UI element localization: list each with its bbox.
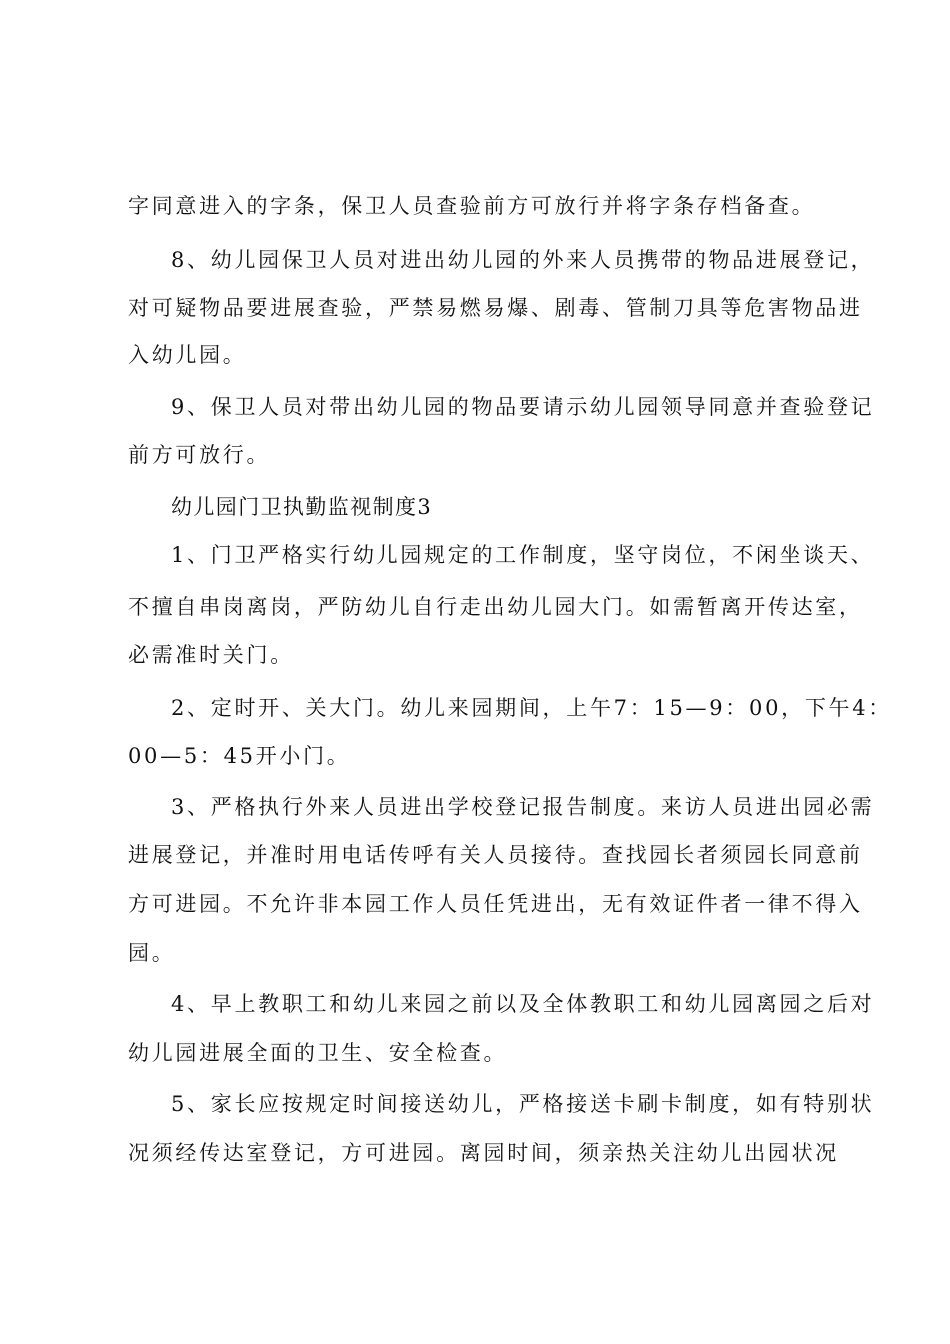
text-line: 8、幼儿园保卫人员对进出幼儿园的外来人员携带的物品进展登记， (171, 248, 875, 272)
text-line: 园。 (128, 941, 176, 965)
text-line: 进展登记，并准时用电话传呼有关人员接待。查找园长者须园长同意前 (128, 843, 863, 867)
text-line: 4、早上教职工和幼儿来园之前以及全体教职工和幼儿园离园之后对 (171, 992, 875, 1016)
text-line: 不擅自串岗离岗，严防幼儿自行走出幼儿园大门。如需暂离开传达室， (128, 595, 863, 619)
text-line: 况须经传达室登记，方可进园。离园时间，须亲热关注幼儿出园状况 (128, 1141, 839, 1165)
text-line: 方可进园。不允许非本园工作人员任凭进出，无有效证件者一律不得入 (128, 892, 863, 916)
section-heading: 幼儿园门卫执勤监视制度3 (171, 495, 433, 519)
text-line: 5、家长应按规定时间接送幼儿，严格接送卡刷卡制度，如有特别状 (171, 1092, 875, 1116)
text-line: 对可疑物品要进展查验，严禁易燃易爆、剧毒、管制刀具等危害物品进 (128, 296, 863, 320)
text-line: 1、门卫严格实行幼儿园规定的工作制度，坚守岗位，不闲坐谈天、 (171, 543, 875, 567)
text-line: 字同意进入的字条，保卫人员查验前方可放行并将字条存档备查。 (128, 194, 816, 218)
text-line: 2、定时开、关大门。幼儿来园期间，上午7：15—9：00，下午4： (171, 696, 892, 720)
text-line: 3、严格执行外来人员进出学校登记报告制度。来访人员进出园必需 (171, 795, 875, 819)
text-line: 00—5：45开小门。 (128, 744, 351, 768)
text-line: 9、保卫人员对带出幼儿园的物品要请示幼儿园领导同意并查验登记 (171, 395, 875, 419)
text-line: 入幼儿园。 (128, 343, 247, 367)
text-line: 必需准时关门。 (128, 643, 294, 667)
text-line: 前方可放行。 (128, 443, 271, 467)
text-line: 幼儿园进展全面的卫生、安全检查。 (128, 1041, 508, 1065)
